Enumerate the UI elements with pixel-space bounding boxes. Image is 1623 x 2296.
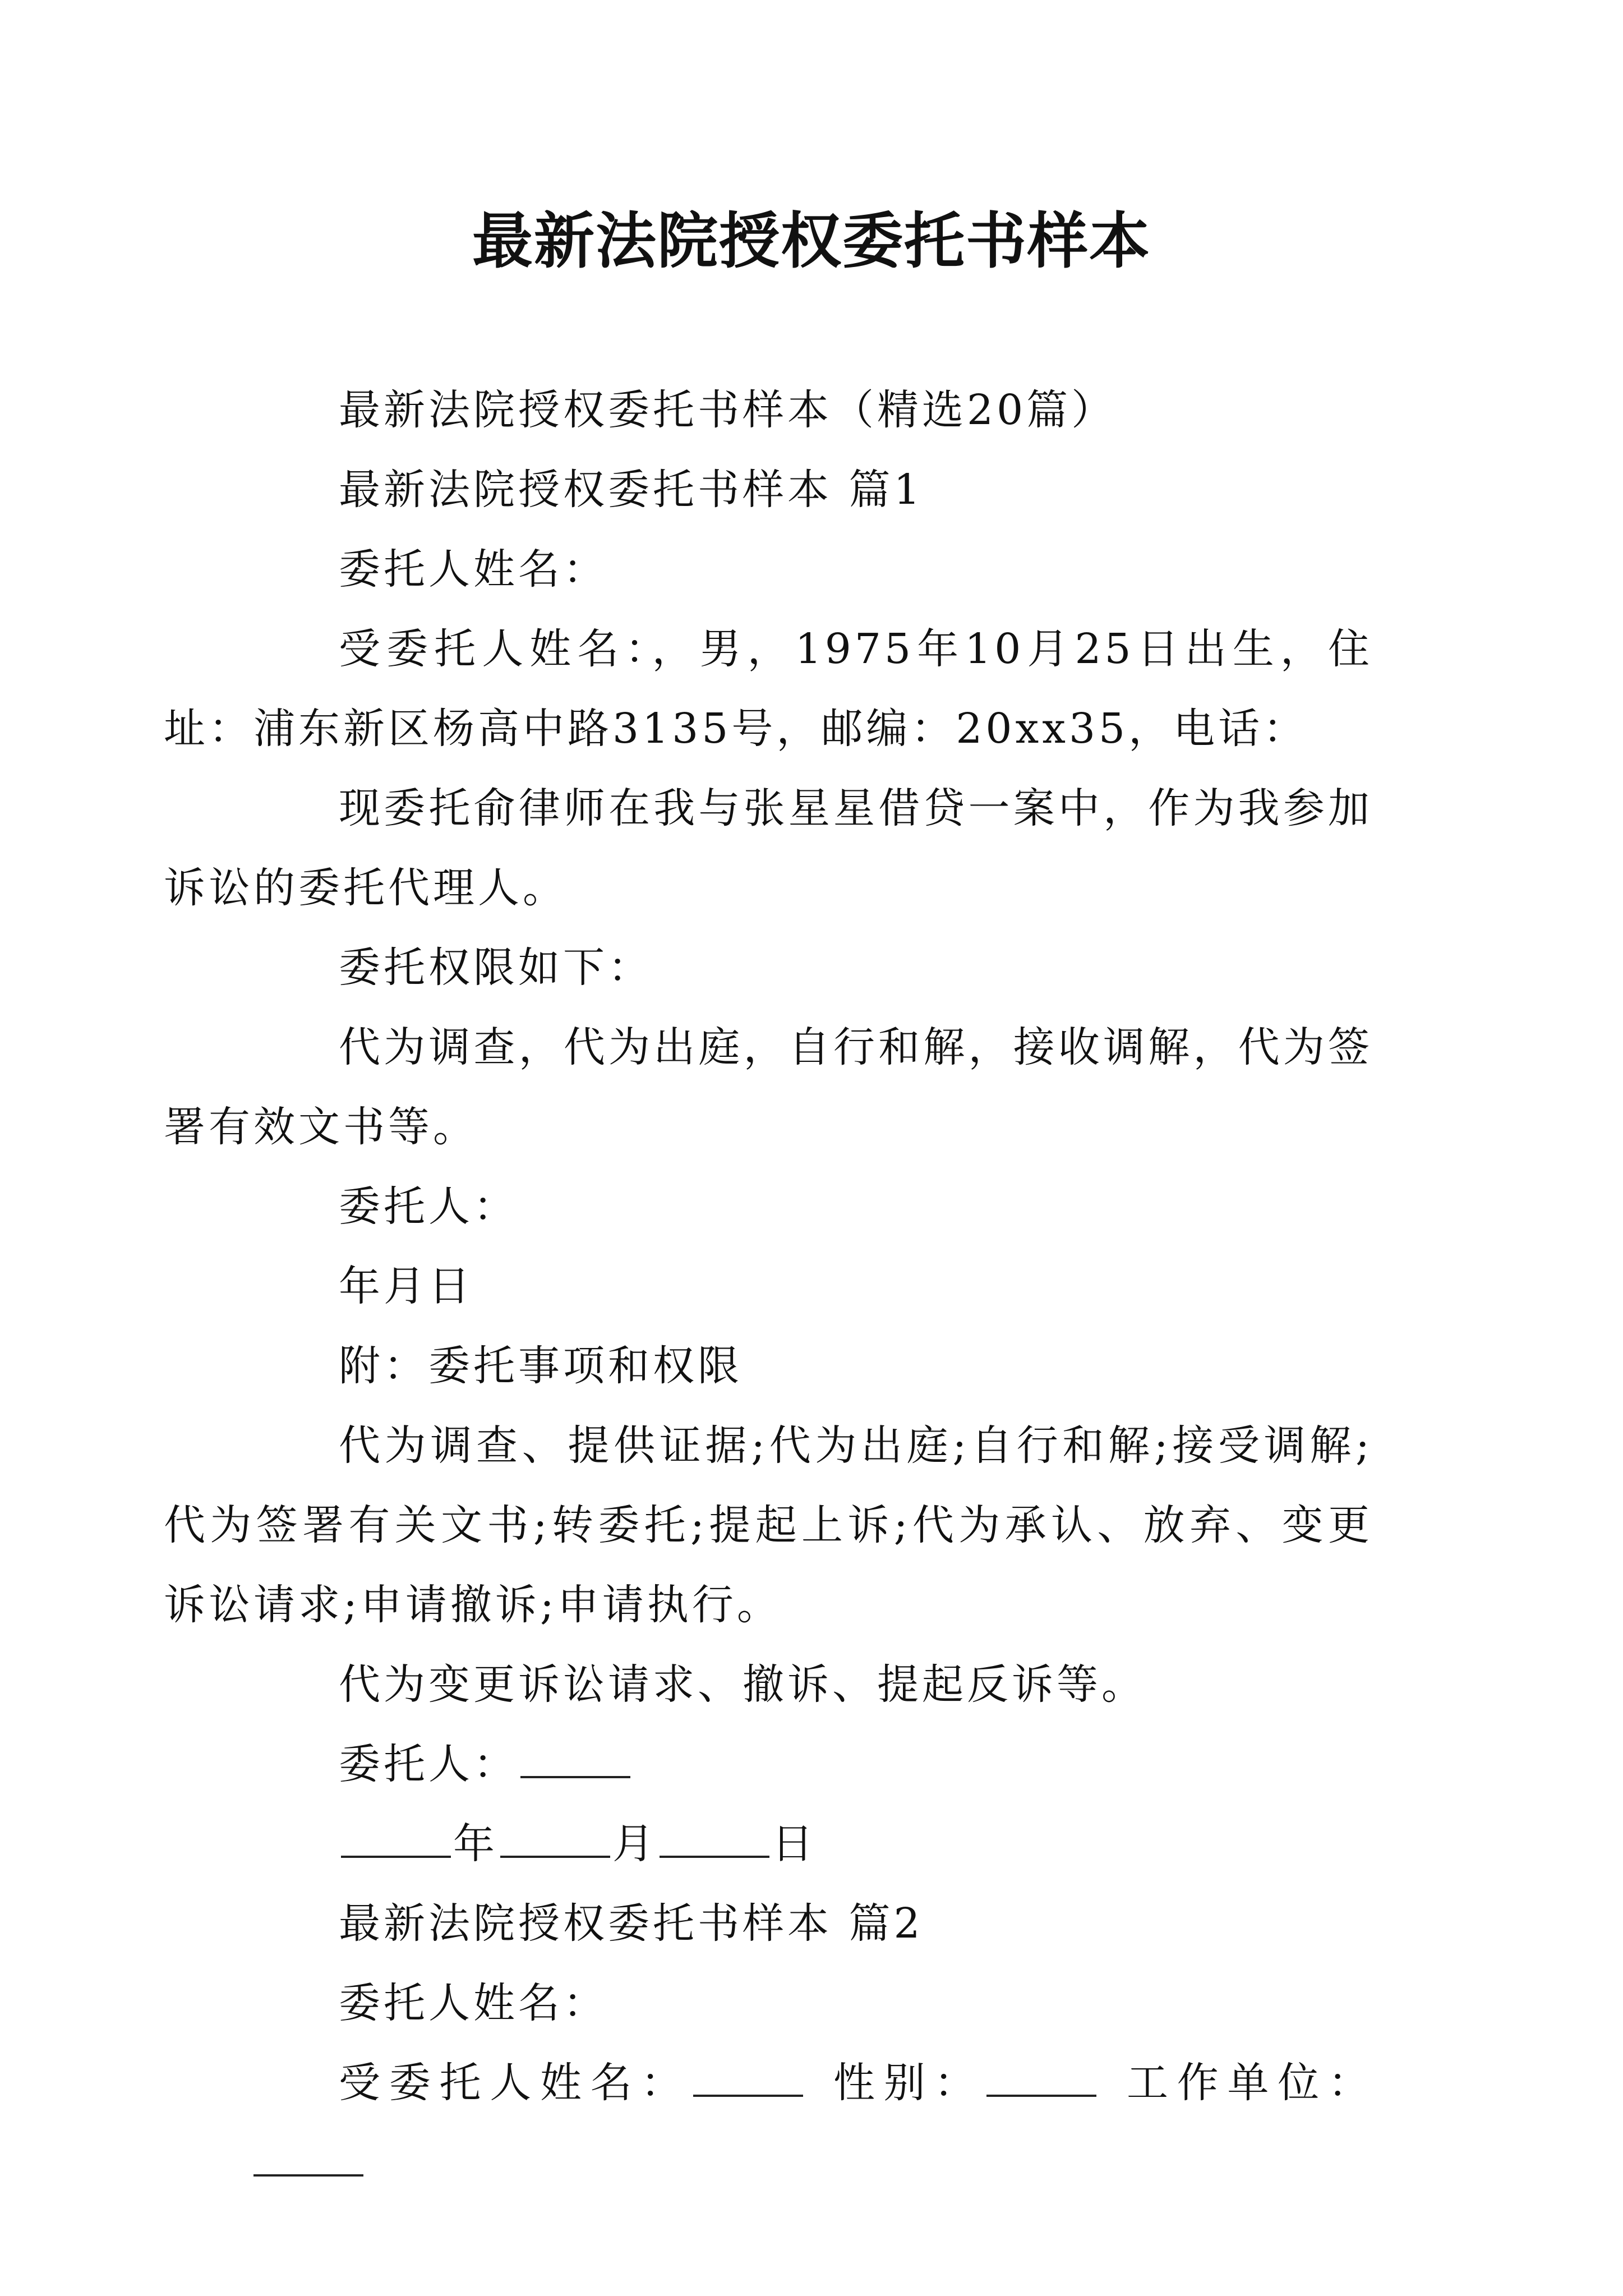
paragraph-section-1-heading: 最新法院授权委托书样本 篇1 xyxy=(339,466,924,514)
paragraph-subtitle: 最新法院授权委托书样本（精选20篇） xyxy=(339,386,1117,434)
paragraph-appointment: 现委托俞律师在我与张星星借贷一案中，作为我参加诉讼的委托代理人。 xyxy=(164,784,1373,912)
paragraph-client-signature: 委托人： xyxy=(339,1182,518,1231)
document-title: 最新法院授权委托书样本 xyxy=(472,206,1151,277)
agent-gender-blank xyxy=(986,2062,1096,2097)
paragraph-client-name: 委托人姓名： xyxy=(339,545,608,593)
month-label: 月 xyxy=(612,1820,657,1868)
document-body xyxy=(164,370,1373,2202)
agent-fields-line xyxy=(251,2043,1373,2202)
paragraph-attachment-items: 代为调查、提供证据;代为出庭;自行和解;接受调解;代为签署有关文书;转委托;提起上诉;代为承认、放弃、变更诉讼请求;申请撤诉;申请执行。 xyxy=(164,1421,1373,1629)
day-label: 日 xyxy=(772,1820,817,1868)
agent-employer-label: 工作单位： xyxy=(1121,2059,1373,2107)
year-blank xyxy=(341,1823,451,1858)
agent-gender-label: 性别： xyxy=(828,2059,985,2107)
paragraph-authority-heading: 委托权限如下： xyxy=(339,944,653,992)
signature-blank xyxy=(520,1743,630,1778)
date-line xyxy=(251,1804,1373,1884)
month-blank xyxy=(500,1823,610,1858)
day-blank xyxy=(660,1823,769,1858)
agent-name-blank xyxy=(693,2062,803,2097)
year-label: 年 xyxy=(453,1820,498,1868)
paragraph-section-2-client-name: 委托人姓名： xyxy=(339,1979,608,2027)
agent-name-label: 受委托人姓名： xyxy=(339,2059,691,2107)
paragraph-special-authority: 代为变更诉讼请求、撤诉、提起反诉等。 xyxy=(339,1660,1146,1709)
paragraph-agent-info: 受委托人姓名：，男，1975年10月25日出生，住址：浦东新区杨高中路3135号，邮编：20xx35，电话： xyxy=(164,625,1373,753)
paragraph-section-2-heading: 最新法院授权委托书样本 篇2 xyxy=(339,1899,924,1948)
paragraph-attachment-heading: 附：委托事项和权限 xyxy=(339,1342,743,1390)
agent-employer-blank xyxy=(253,2142,363,2177)
signature-line xyxy=(251,1724,1373,1804)
paragraph-authority-list: 代为调查，代为出庭，自行和解，接收调解，代为签署有效文书等。 xyxy=(164,1023,1373,1151)
signature-label: 委托人： xyxy=(339,1740,518,1788)
paragraph-date: 年月日 xyxy=(339,1262,473,1310)
